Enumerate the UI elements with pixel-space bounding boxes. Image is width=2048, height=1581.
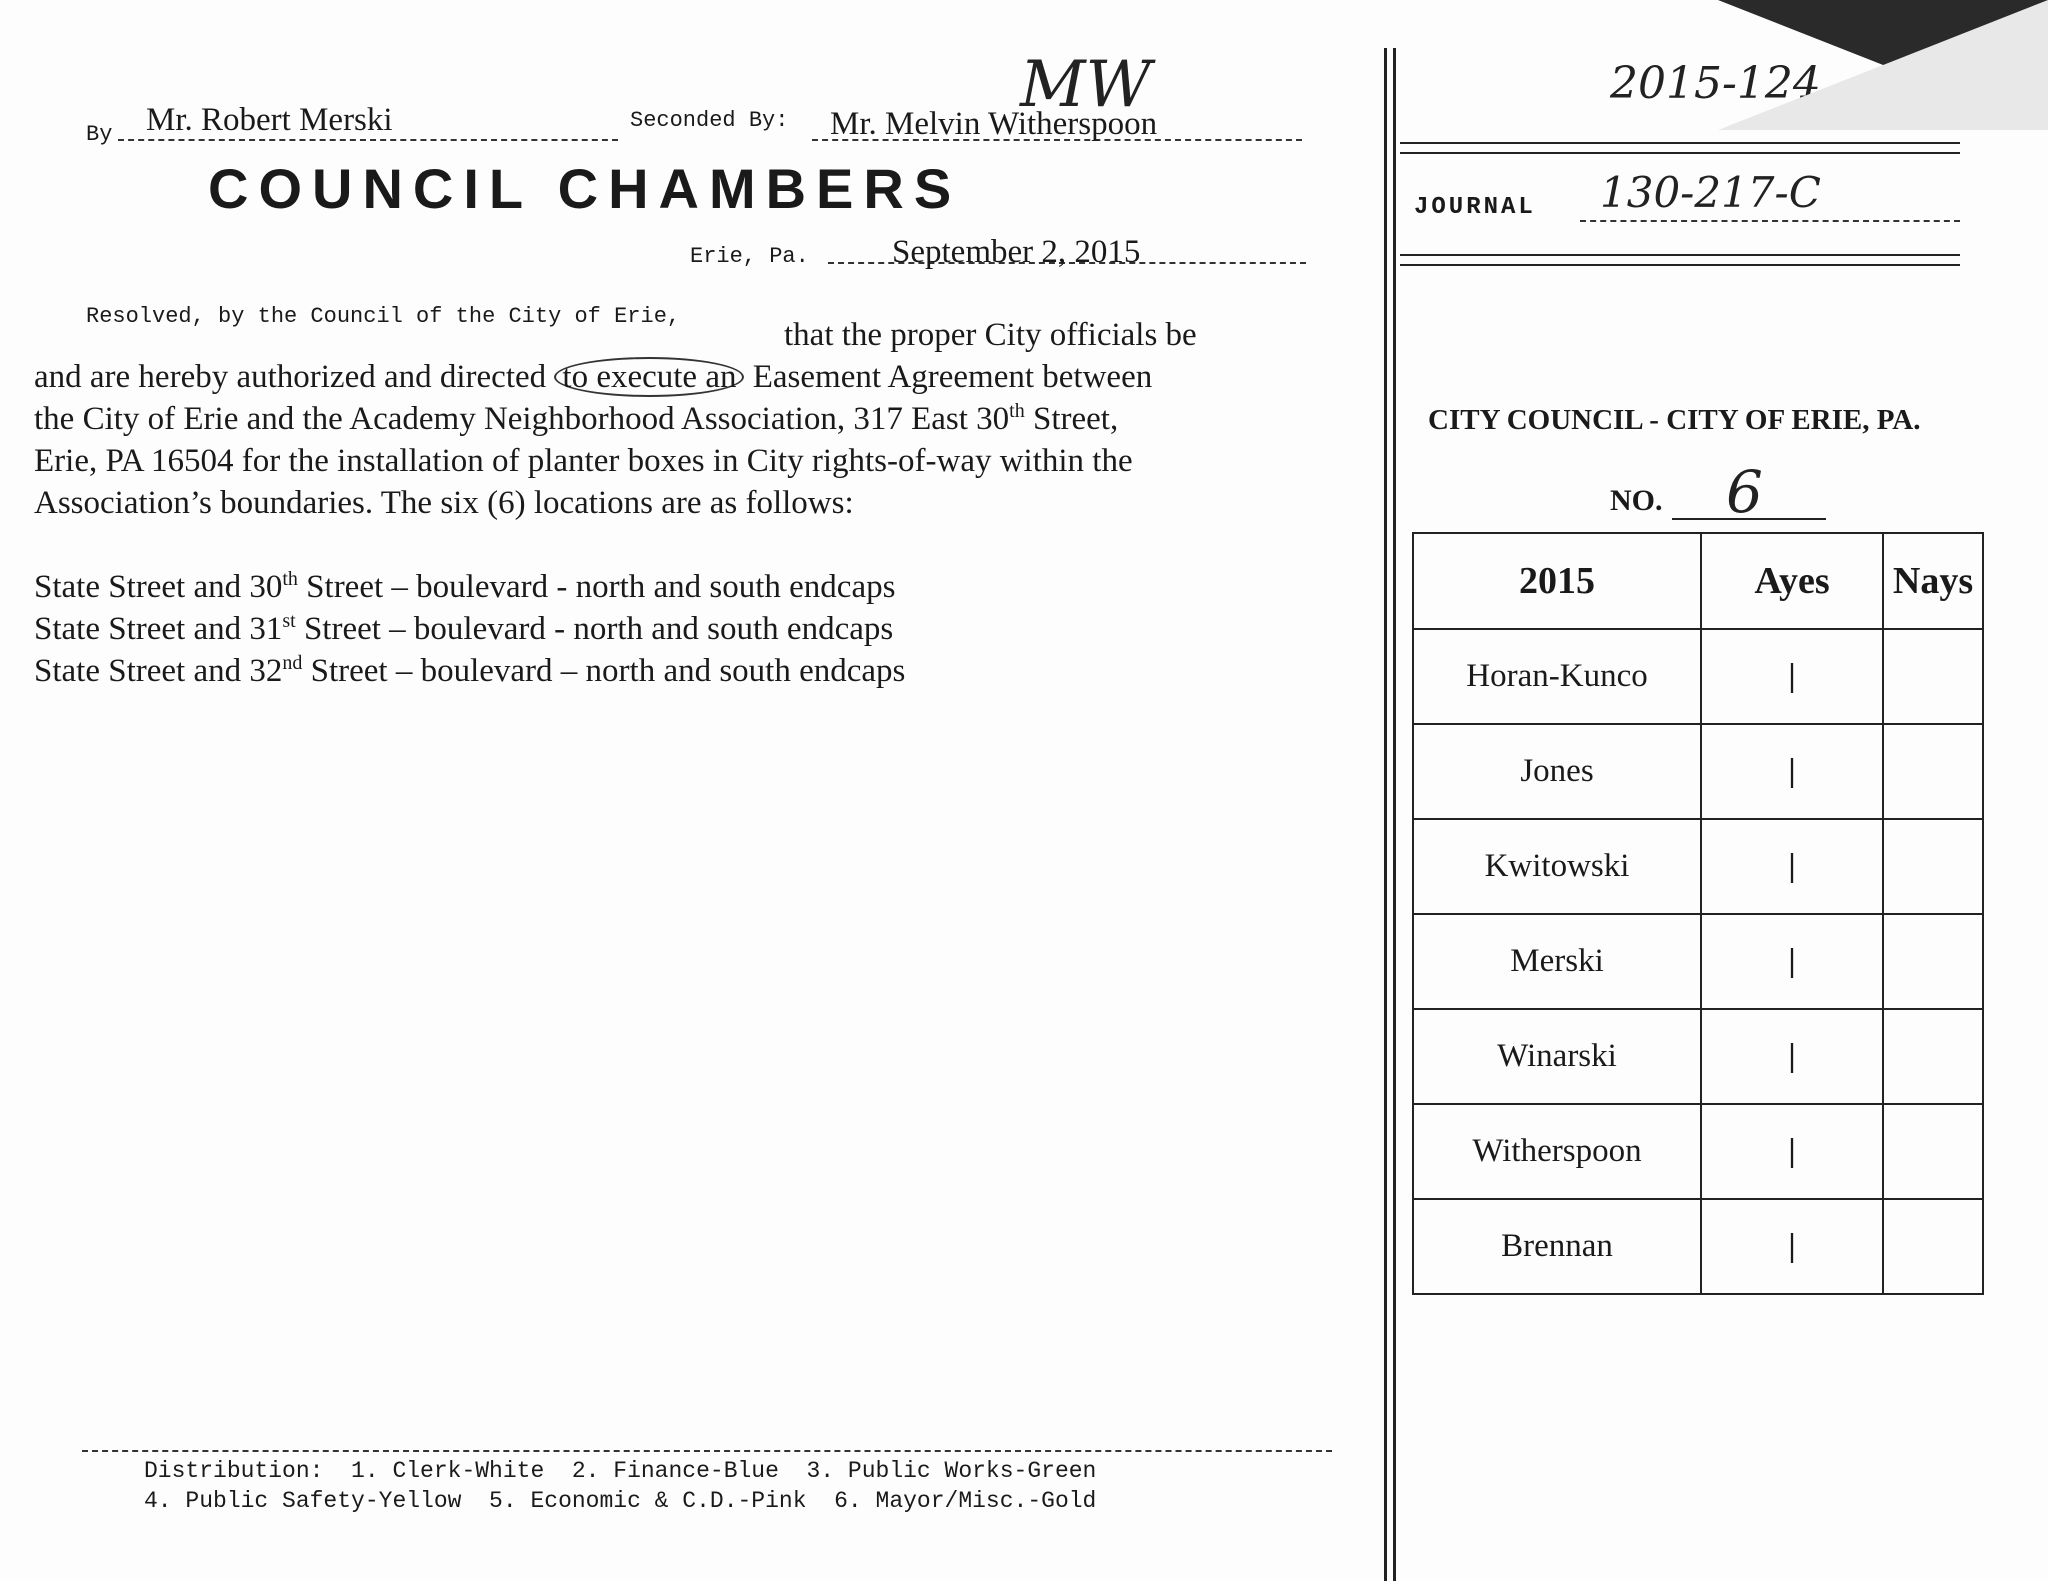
resolution-line-3 (34, 398, 1118, 440)
table-row (1413, 1199, 1983, 1294)
resolution-number: 6 (1726, 458, 1763, 526)
journal-bottom-rule-2 (1400, 264, 1960, 266)
location-detail: Street – boulevard – north and south endcaps (302, 653, 906, 689)
resolution-line-3-end: Street, (1024, 401, 1119, 437)
journal-label: JOURNAL (1414, 194, 1536, 221)
location-list (34, 566, 905, 692)
nay-mark (1883, 1199, 1983, 1294)
journal-value: 130-217-C (1600, 168, 1821, 217)
location-item (34, 566, 905, 608)
table-row (1413, 629, 1983, 724)
seconded-by-value: Mr. Melvin Witherspoon (830, 106, 1158, 142)
panel-divider-right (1393, 48, 1396, 1581)
council-title: CITY COUNCIL - CITY OF ERIE, PA. (1428, 404, 1921, 436)
circled-phrase: to execute an (554, 357, 744, 397)
resolution-line-2 (34, 356, 1152, 398)
by-label: By (86, 122, 113, 147)
resolution-line-3-sup: th (1009, 400, 1025, 422)
nay-mark (1883, 629, 1983, 724)
resolution-line-3-text: the City of Erie and the Academy Neighborhood Association, 317 East 30 (34, 401, 1010, 437)
table-row (1413, 1104, 1983, 1199)
resolution-number-label: NO. (1610, 484, 1663, 517)
aye-mark: | (1701, 1009, 1883, 1104)
aye-mark: | (1701, 1199, 1883, 1294)
aye-mark: | (1701, 1104, 1883, 1199)
member-name: Brennan (1413, 1199, 1701, 1294)
by-underline (118, 139, 618, 141)
resolution-date: September 2, 2015 (892, 234, 1141, 270)
aye-mark: | (1701, 914, 1883, 1009)
folded-corner-flap (1718, 0, 2048, 130)
journal-top-rule-2 (1400, 152, 1960, 154)
resolution-line-1: that the proper City officials be (784, 317, 1197, 353)
vote-table-header (1413, 533, 1983, 629)
distribution-line-2: 4. Public Safety-Yellow 5. Economic & C.D.-Pink 6. Mayor/Misc.-Gold (144, 1488, 1097, 1514)
location-detail: Street – boulevard - north and south endcaps (297, 569, 896, 605)
table-row (1413, 819, 1983, 914)
file-number: 2015-124 (1610, 58, 1821, 109)
year-header: 2015 (1413, 533, 1701, 629)
location-street: State Street and 30 (34, 569, 283, 605)
distribution-line-1: Distribution: 1. Clerk-White 2. Finance-Blue 3. Public Works-Green (144, 1458, 1097, 1484)
distribution-divider (82, 1450, 1332, 1452)
moved-by-value: Mr. Robert Merski (146, 102, 393, 138)
member-name: Jones (1413, 724, 1701, 819)
location-item (34, 608, 905, 650)
table-row (1413, 914, 1983, 1009)
page-title: COUNCIL CHAMBERS (208, 157, 962, 220)
nay-mark (1883, 724, 1983, 819)
handwritten-initials: MW (1020, 48, 1152, 122)
member-name: Kwitowski (1413, 819, 1701, 914)
resolution-line-4: Erie, PA 16504 for the installation of planter boxes in City rights-of-way within the (34, 443, 1133, 479)
resolution-line-2-start: and are hereby authorized and directed (34, 359, 547, 395)
nay-mark (1883, 1009, 1983, 1104)
aye-mark: | (1701, 819, 1883, 914)
location-sup: st (282, 610, 296, 632)
nay-mark (1883, 1104, 1983, 1199)
vote-table (1412, 532, 1984, 1295)
journal-top-rule (1400, 142, 1960, 144)
place-label: Erie, Pa. (690, 244, 809, 269)
resolution-line-2-end: Easement Agreement between (752, 359, 1153, 395)
nays-header: Nays (1883, 533, 1983, 629)
table-row (1413, 1009, 1983, 1104)
location-sup: th (282, 568, 298, 590)
member-name: Witherspoon (1413, 1104, 1701, 1199)
location-item (34, 650, 905, 692)
nay-mark (1883, 819, 1983, 914)
location-sup: nd (282, 652, 303, 674)
member-name: Winarski (1413, 1009, 1701, 1104)
aye-mark: | (1701, 724, 1883, 819)
journal-bottom-rule (1400, 254, 1960, 256)
panel-divider-left (1384, 48, 1387, 1581)
resolved-prefix: Resolved, by the Council of the City of Erie, (86, 304, 681, 329)
member-name: Merski (1413, 914, 1701, 1009)
journal-underline (1580, 220, 1960, 222)
location-detail: Street – boulevard - north and south endcaps (295, 611, 894, 647)
location-street: State Street and 32 (34, 653, 283, 689)
member-name: Horan-Kunco (1413, 629, 1701, 724)
aye-mark: | (1701, 629, 1883, 724)
ayes-header: Ayes (1701, 533, 1883, 629)
resolution-line-5: Association’s boundaries. The six (6) locations are as follows: (34, 485, 854, 521)
seconded-by-label: Seconded By: (630, 108, 789, 133)
nay-mark (1883, 914, 1983, 1009)
table-row (1413, 724, 1983, 819)
location-street: State Street and 31 (34, 611, 283, 647)
